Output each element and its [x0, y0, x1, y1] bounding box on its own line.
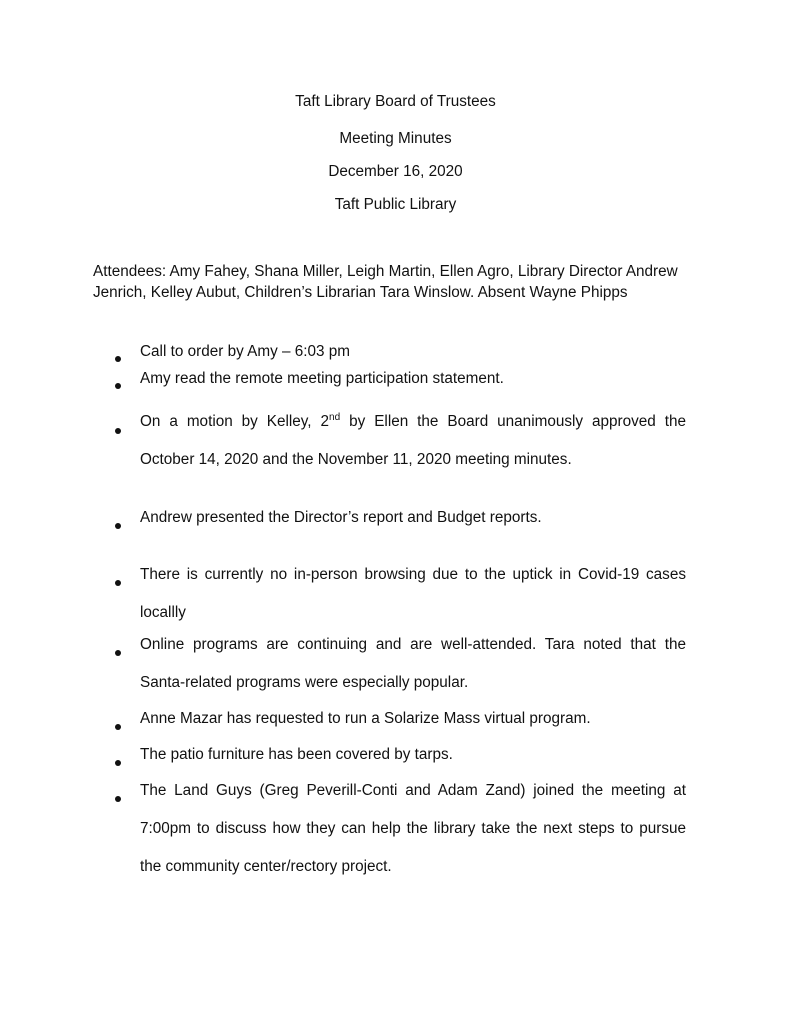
director-report-item: Andrew presented the Director’s report and Budget reports. [140, 509, 542, 526]
motion-text-suffix: by Ellen the Board unanimously approved the October 14, 2020 and the November 11, 2020 meeting minutes. [140, 413, 686, 468]
land-guys-item: The Land Guys (Greg Peverill-Conti and Adam Zand) joined the meeting at 7:00pm to discuss how they can help the library take the next steps to pursue the community center/rectory project. [140, 782, 686, 875]
bullet-icon [115, 717, 125, 735]
patio-item: The patio furniture has been covered by tarps. [140, 746, 453, 763]
attendees-paragraph: Attendees: Amy Fahey, Shana Miller, Leigh Martin, Ellen Agro, Library Director Andrew Jenrich, Kelley Aubut, Children’s Librarian Tara Winslow. Absent Wayne Phipps [93, 263, 678, 301]
motion-item [140, 403, 686, 479]
bullet-icon [115, 643, 125, 661]
solarize-item: Anne Mazar has requested to run a Solarize Mass virtual program. [140, 710, 591, 727]
bullet-icon [115, 516, 125, 534]
ordinal-suffix: nd [329, 411, 341, 423]
document-subtitle: Meeting Minutes [339, 130, 452, 147]
bullet-icon [115, 753, 125, 771]
bullet-icon [115, 421, 125, 439]
meeting-location: Taft Public Library [334, 196, 457, 213]
bullet-icon [115, 376, 125, 394]
call-to-order-item: Call to order by Amy – 6:03 pm [140, 343, 351, 360]
bullet-icon [115, 789, 125, 807]
meeting-date: December 16, 2020 [328, 163, 463, 180]
motion-text-prefix: On a motion by Kelley, 2 [140, 413, 330, 430]
bullet-icon [115, 349, 125, 367]
browsing-item: There is currently no in-person browsing due to the uptick in Covid-19 cases locallly [140, 566, 686, 621]
statement-item: Amy read the remote meeting participation statement. [140, 370, 504, 387]
bullet-icon [115, 573, 125, 591]
online-programs-item: Online programs are continuing and are well-attended. Tara noted that the Santa-related programs were especially popular. [140, 636, 686, 691]
document-title: Taft Library Board of Trustees [295, 93, 496, 110]
